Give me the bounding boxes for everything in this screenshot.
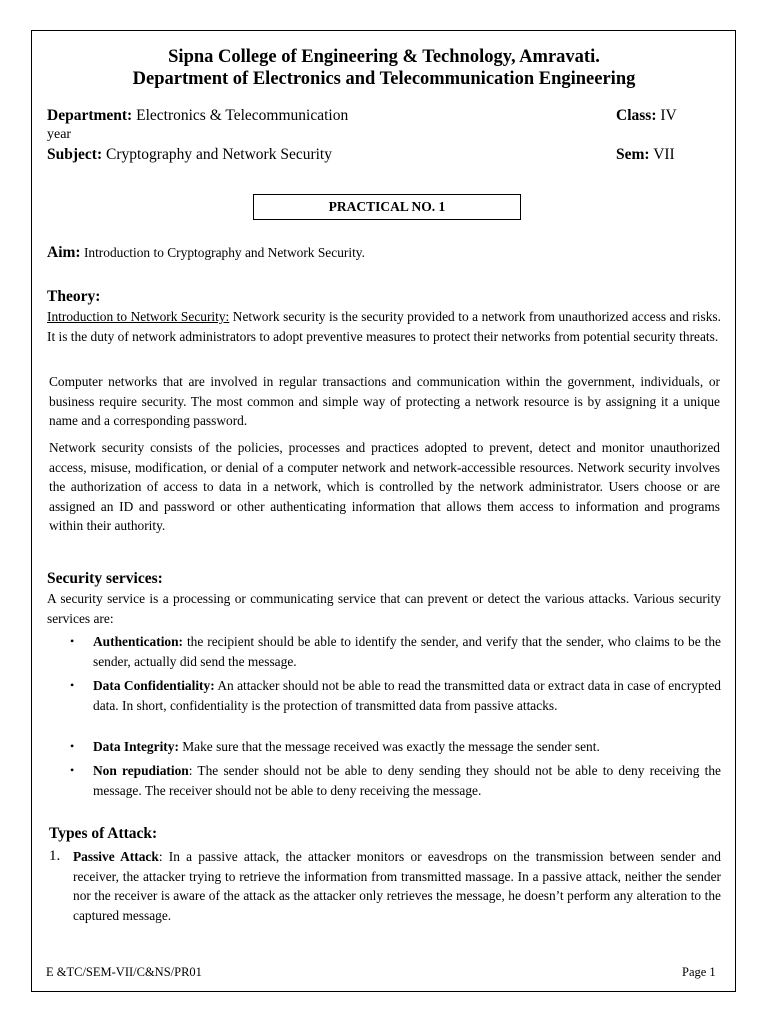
item-term: Non repudiation [93,763,189,778]
department-label: Department: [47,107,133,124]
theory-paragraph-2: Computer networks that are involved in regular transactions and communication within the government, individuals, or business require security. The most common and simple way of protecting a network resource is by assigning it a unique name and a corresponding password. [49,374,720,428]
item-number: 1. [49,848,61,864]
item-text: the recipient should be able to identify the sender, and verify that the sender, who claims to be the sender, actually did send the message. [93,634,721,669]
list-item [70,676,721,715]
list-item [70,761,721,800]
item-term: Passive Attack [73,849,159,864]
sem-label: Sem: [616,146,650,163]
department-cont: year [47,127,72,142]
list-item [49,847,721,925]
item-term: Authentication: [93,634,184,649]
department-line [47,106,447,125]
security-services-heading: Security services: [47,570,163,587]
security-services-intro: A security service is a processing or communicating service that can prevent or detect the various attacks. Various security services are: [47,591,721,626]
intro-heading: Introduction to Network Security: [47,309,230,324]
theory-heading: Theory: [47,288,101,305]
department-title: Department of Electronics and Telecommunication Engineering [132,69,636,89]
item-text: : The sender should not be able to deny sending they should not be able to deny receiving the message. The receiver should not be able to deny receiving the message. [93,763,721,798]
department-value: Electronics & Telecommunication [136,107,349,124]
class-line [616,106,677,125]
subject-value: Cryptography and Network Security [105,146,332,163]
list-item [70,737,721,757]
subject-line [47,145,332,164]
subject-label: Subject: [47,146,103,163]
intro-text: Network security is the security provided to a network from unauthorized access and risks. It is the duty of network administrators to adopt preventive measures to protect their networks from potential security threats. [47,309,721,344]
college-name: Sipna College of Engineering & Technology, Amravati. [168,47,600,67]
page-number: Page 1 [682,965,716,979]
aim-text: Introduction to Cryptography and Network Security. [83,245,365,260]
theory-paragraph-3: Network security consists of the policies, processes and practices adopted to prevent, detect and monitor unauthorized access, misuse, modification, or denial of a computer network and network-accessible resources. Network security involves the authorization of access to data in a network, which is controlled by the network administrator. Users choose or are assigned an ID and password or other authenticating information that allows them access to information and programs within their authority. [49,440,720,533]
theory-paragraph-1 [47,307,721,346]
class-value: IV [660,107,677,124]
bullet-icon: • [70,763,75,777]
sem-line [616,145,675,164]
bullet-icon: • [70,739,75,753]
list-item [70,632,721,671]
item-text: An attacker should not be able to read the transmitted data or extract data in case of encrypted data. In short, confidentiality is the protection of transmitted data from passive attacks. [93,678,721,713]
practical-title: PRACTICAL NO. 1 [253,194,521,220]
aim-line [47,243,365,262]
attack-types-heading: Types of Attack: [49,825,158,842]
item-term: Data Integrity: [93,739,179,754]
footer-code: E &TC/SEM-VII/C&NS/PR01 [46,965,202,979]
aim-label: Aim: [47,244,81,261]
class-label: Class: [616,107,657,124]
item-term: Data Confidentiality: [93,678,215,693]
sem-value: VII [653,146,675,163]
bullet-icon: • [70,678,75,692]
item-text: Make sure that the message received was exactly the message the sender sent. [178,739,600,754]
item-text: : In a passive attack, the attacker monitors or eavesdrops on the transmission between sender and receiver, the attacker trying to retrieve the information from transmitted massage. In a passive attack, neither the sender nor the receiver is aware of the attack as the attacker only retrieves the message, he doesn’t perform any alteration to the captured message. [73,849,721,923]
bullet-icon: • [70,634,75,648]
